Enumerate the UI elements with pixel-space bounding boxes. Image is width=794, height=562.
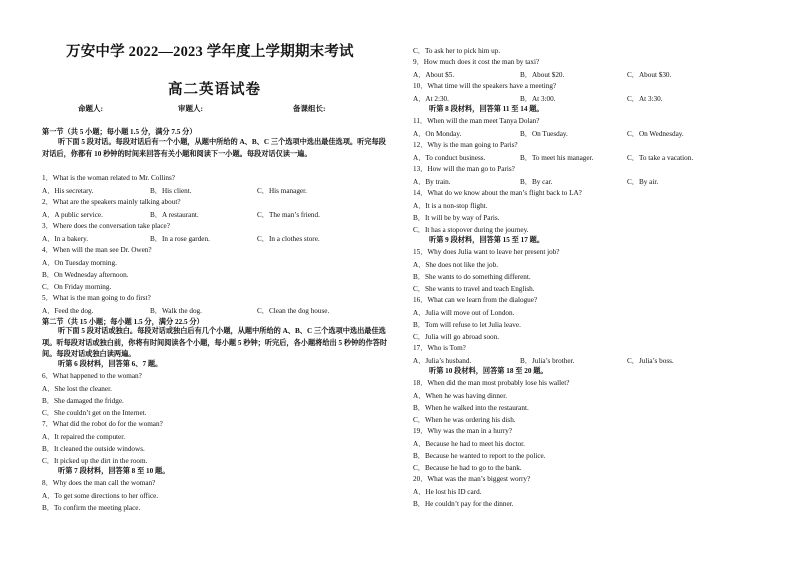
question-12: 12．Why is the man going to Paris? [413,141,518,149]
option-20a: A．He lost his ID card. [413,488,482,496]
option-5a: A．Feed the dog. [42,307,94,315]
option-2a: A．A public service. [42,211,103,219]
option-16a: A．Julia will move out of London. [413,309,515,317]
question-10: 10．What time will the speakers have a meeting? [413,82,557,90]
option-3c: C．In a clothes store. [257,235,320,243]
option-10b: B．At 3:00. [520,95,556,103]
option-1c: C．His manager. [257,187,307,195]
question-11: 11．When will the man meet Tanya Dolan? [413,117,540,125]
question-16: 16．What can we learn from the dialogue? [413,296,538,304]
option-7a: A．It repaired the computer. [42,433,126,441]
option-19b: B．Because he wanted to report to the police. [413,452,546,460]
option-6a: A．She lost the cleaner. [42,385,112,393]
option-17c: C．Julia’s boss. [627,357,674,365]
option-4a: A．On Tuesday morning. [42,259,117,267]
option-11a: A．On Monday. [413,130,462,138]
question-19: 19．Why was the man in a hurry? [413,427,513,435]
section2-instructions: 听下面 5 段对话或独白。每段对话或独白后有几个小题，从题中所给的 A、B、C 三个选项中选出最佳选项。听每段对话或独白前，你将有时间阅读各个小题，每小题 5 秒钟；听完后，各小题将给出 5 秒钟的作答时间。每段对话或独白读两遍。 [42,327,388,358]
option-2c: C．The man’s friend. [257,211,320,219]
option-7b: B．It cleaned the outside windows. [42,445,145,453]
option-5c: C．Clean the dog house. [257,307,330,315]
option-14a: A．It is a non-stop flight. [413,202,488,210]
school-title: 万安中学 2022—2023 学年度上学期期末考试 [66,44,354,60]
question-14: 14．What do we know about the man’s flight back to LA? [413,189,582,197]
option-20b: B．He couldn’t pay for the dinner. [413,500,514,508]
option-8b: B．To confirm the meeting place. [42,504,141,512]
option-15a: A．She does not like the job. [413,261,499,269]
reviewer-label: 审题人: [178,104,203,113]
question-1: 1．What is the woman related to Mr. Collins? [42,174,175,182]
section1-heading: 第一节（共 5 小题；每小题 1.5 分，满分 7.5 分） [42,128,197,136]
option-12b: B．To meet his manager. [520,154,594,162]
question-7: 7．What did the robot do for the woman? [42,420,163,428]
question-15: 15．Why does Julia want to leave her present job? [413,248,560,256]
option-3b: B．In a rose garden. [150,235,210,243]
setter-label: 命题人: [78,104,103,113]
option-9c: C．About $30. [627,71,672,79]
option-3a: A．In a bakery. [42,235,89,243]
question-20: 20．What was the man’s biggest worry? [413,475,531,483]
option-17b: B．Julia’s brother. [520,357,575,365]
option-6b: B．She damaged the fridge. [42,397,124,405]
option-15b: B．She wants to do something different. [413,273,531,281]
question-13: 13．How will the man go to Paris? [413,165,515,173]
option-9b: B．About $20. [520,71,565,79]
option-7c: C．It picked up the dirt in the room. [42,457,148,465]
option-14c: C．It has a stopover during the journey. [413,226,529,234]
option-8c: C．To ask her to pick him up. [413,47,501,55]
option-14b: B．It will be by way of Paris. [413,214,500,222]
question-6: 6．What happened to the woman? [42,372,142,380]
option-16b: B．Tom will refuse to let Julia leave. [413,321,521,329]
option-19a: A．Because he had to meet his doctor. [413,440,525,448]
question-17: 17．Who is Tom? [413,344,466,352]
option-1a: A．His secretary. [42,187,94,195]
question-5: 5．What is the man going to do first? [42,294,151,302]
option-10c: C．At 3:30. [627,95,663,103]
material-9-heading: 听第 9 段材料，回答第 15 至 17 题。 [429,236,545,244]
option-17a: A．Julia’s husband. [413,357,472,365]
option-13c: C．By air. [627,178,659,186]
option-8a: A．To get some directions to her office. [42,492,159,500]
option-18a: A．When he was having dinner. [413,392,508,400]
option-2b: B．A restaurant. [150,211,199,219]
option-16c: C．Julia will go abroad soon. [413,333,500,341]
option-13a: A．By train. [413,178,451,186]
material-7-heading: 听第 7 段材料，回答第 8 至 10 题。 [58,467,170,475]
section2-heading: 第二节（共 15 小题；每小题 1.5 分，满分 22.5 分） [42,318,204,326]
material-6-heading: 听第 6 段材料，回答第 6、7 题。 [58,360,163,368]
option-13b: B．By car. [520,178,553,186]
option-10a: A．At 2:30. [413,95,449,103]
question-2: 2．What are the speakers mainly talking about? [42,198,181,206]
option-1b: B．His client. [150,187,192,195]
question-4: 4．When will the man see Dr. Owen? [42,246,152,254]
question-8: 8．Why does the man call the woman? [42,479,156,487]
option-18b: B．When he walked into the restaurant. [413,404,529,412]
option-5b: B．Walk the dog. [150,307,202,315]
option-15c: C．She wants to travel and teach English. [413,285,535,293]
question-18: 18．When did the man most probably lose his wallet? [413,379,570,387]
option-4b: B．On Wednesday afternoon. [42,271,129,279]
section1-instructions: 听下面 5 段对话。每段对话后有一个小题，从题中所给的 A、B、C 三个选项中选出最佳选项。听完每段对话后，你都有 10 秒钟的时间来回答有关小题和阅读下一小题。每段对话仅读一遍。 [42,138,386,158]
question-9: 9．How much does it cost the man by taxi? [413,58,540,66]
option-12a: A．To conduct business. [413,154,486,162]
option-11b: B．On Tuesday. [520,130,568,138]
question-3: 3．Where does the conversation take place? [42,222,170,230]
material-10-heading: 听第 10 段材料，回答第 18 至 20 题。 [429,367,548,375]
option-9a: A．About $5. [413,71,455,79]
option-4c: C．On Friday morning. [42,283,112,291]
option-12c: C．To take a vacation. [627,154,694,162]
option-18c: C．When he was ordering his dish. [413,416,516,424]
option-11c: C．On Wednesday. [627,130,684,138]
grade-leader-label: 备课组长: [293,104,326,113]
material-8-heading: 听第 8 段材料，回答第 11 至 14 题。 [429,105,544,113]
paper-title: 高二英语试卷 [168,82,261,98]
option-19c: C．Because he had to go to the bank. [413,464,522,472]
option-6c: C．She couldn’t get on the Internet. [42,409,147,417]
